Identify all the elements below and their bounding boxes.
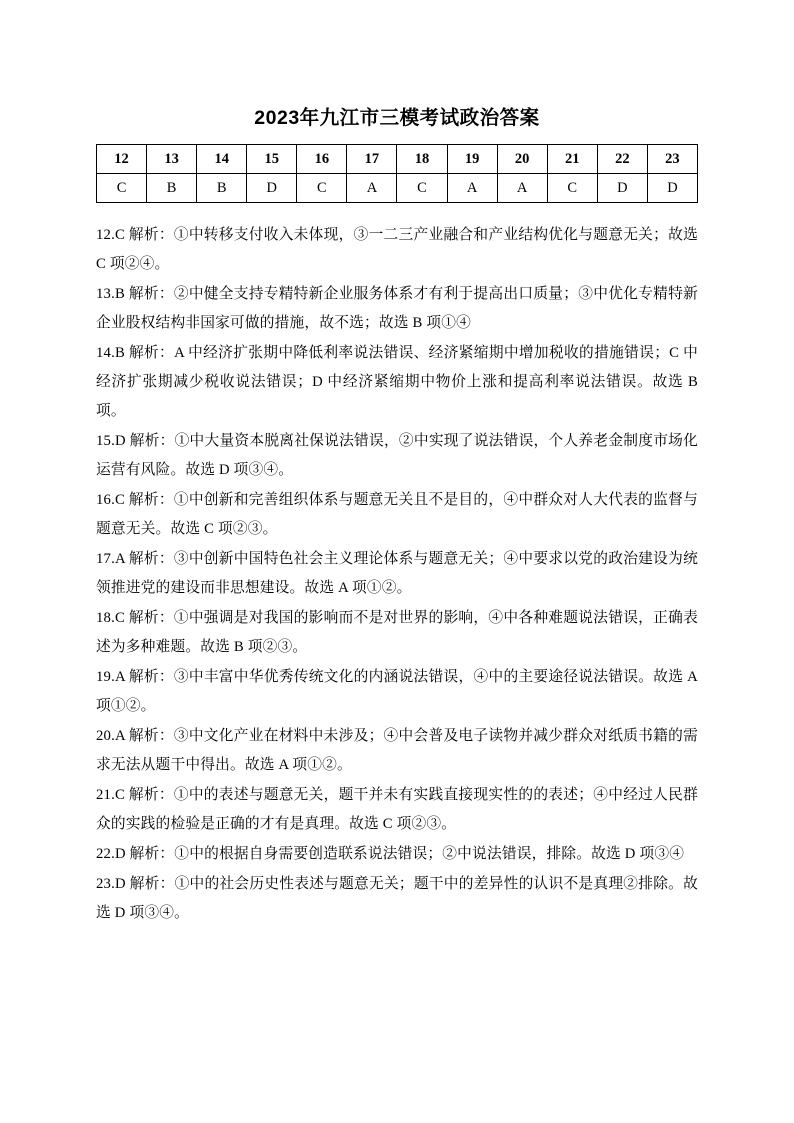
explanation-item: 21.C 解析：①中的表述与题意无关，题干并未有实践直接现实性的的表述；④中经过人民群众的实践的检验是正确的才有是真理。故选 C 项②③。 [96,787,698,832]
table-cell-answer: A [497,174,547,203]
table-row-question-numbers [97,145,698,174]
explanation-item: 20.A 解析：③中文化产业在材料中未涉及；④中会普及电子读物并减少群众对纸质书籍的需求无法从题干中得出。故选 A 项①②。 [96,728,698,773]
table-cell-answer: B [197,174,247,203]
table-cell-answer: A [447,174,497,203]
table-cell-question-number: 22 [597,145,647,174]
table-cell-question-number: 23 [647,145,697,174]
table-cell-question-number: 15 [247,145,297,174]
table-cell-question-number: 19 [447,145,497,174]
explanation-item: 17.A 解析：③中创新中国特色社会主义理论体系与题意无关；④中要求以党的政治建设为统领推进党的建设而非思想建设。故选 A 项①②。 [96,551,698,596]
table-cell-answer: D [597,174,647,203]
table-cell-answer: C [547,174,597,203]
page-title: 2023年九江市三模考试政治答案 [254,107,540,129]
explanation-item: 22.D 解析：①中的根据自身需要创造联系说法错误；②中说法错误，排除。故选 D 项③④ [96,846,685,862]
table-cell-answer: C [397,174,447,203]
table-cell-answer: C [97,174,147,203]
explanation-item: 14.B 解析：A 中经济扩张期中降低利率说法错误、经济紧缩期中增加税收的措施错误；C 中经济扩张期减少税收说法错误；D 中经济紧缩期中物价上涨和提高利率说法错误。故选 B 项。 [96,345,698,419]
table-cell-question-number: 18 [397,145,447,174]
table-cell-question-number: 21 [547,145,597,174]
answer-table [96,144,698,203]
table-cell-answer: D [247,174,297,203]
table-row-answers [97,174,698,203]
table-cell-question-number: 20 [497,145,547,174]
table-cell-question-number: 13 [147,145,197,174]
table-cell-answer: C [297,174,347,203]
explanation-item: 23.D 解析：①中的社会历史性表述与题意无关；题干中的差异性的认识不是真理②排除。故选 D 项③④。 [96,876,698,921]
explanation-item: 13.B 解析：②中健全支持专精特新企业服务体系才有利于提高出口质量；③中优化专精特新企业股权结构非国家可做的措施，故不选；故选 B 项①④ [96,286,698,331]
explanation-item: 18.C 解析：①中强调是对我国的影响而不是对世界的影响，④中各种难题说法错误，正确表述为多种难题。故选 B 项②③。 [96,610,698,655]
explanation-item: 19.A 解析：③中丰富中华优秀传统文化的内涵说法错误，④中的主要途径说法错误。故选 A 项①②。 [96,669,698,714]
table-cell-answer: B [147,174,197,203]
table-cell-question-number: 12 [97,145,147,174]
table-cell-answer: D [647,174,697,203]
table-cell-question-number: 17 [347,145,397,174]
table-cell-question-number: 16 [297,145,347,174]
explanation-item: 16.C 解析：①中创新和完善组织体系与题意无关且不是目的，④中群众对人大代表的监督与题意无关。故选 C 项②③。 [96,492,698,537]
table-cell-answer: A [347,174,397,203]
table-cell-question-number: 14 [197,145,247,174]
explanation-list [96,221,698,928]
explanation-item: 12.C 解析：①中转移支付收入未体现，③一二三产业融合和产业结构优化与题意无关；故选 C 项②④。 [96,227,698,272]
explanation-item: 15.D 解析：①中大量资本脱离社保说法错误，②中实现了说法错误，个人养老金制度市场化运营有风险。故选 D 项③④。 [96,433,698,478]
